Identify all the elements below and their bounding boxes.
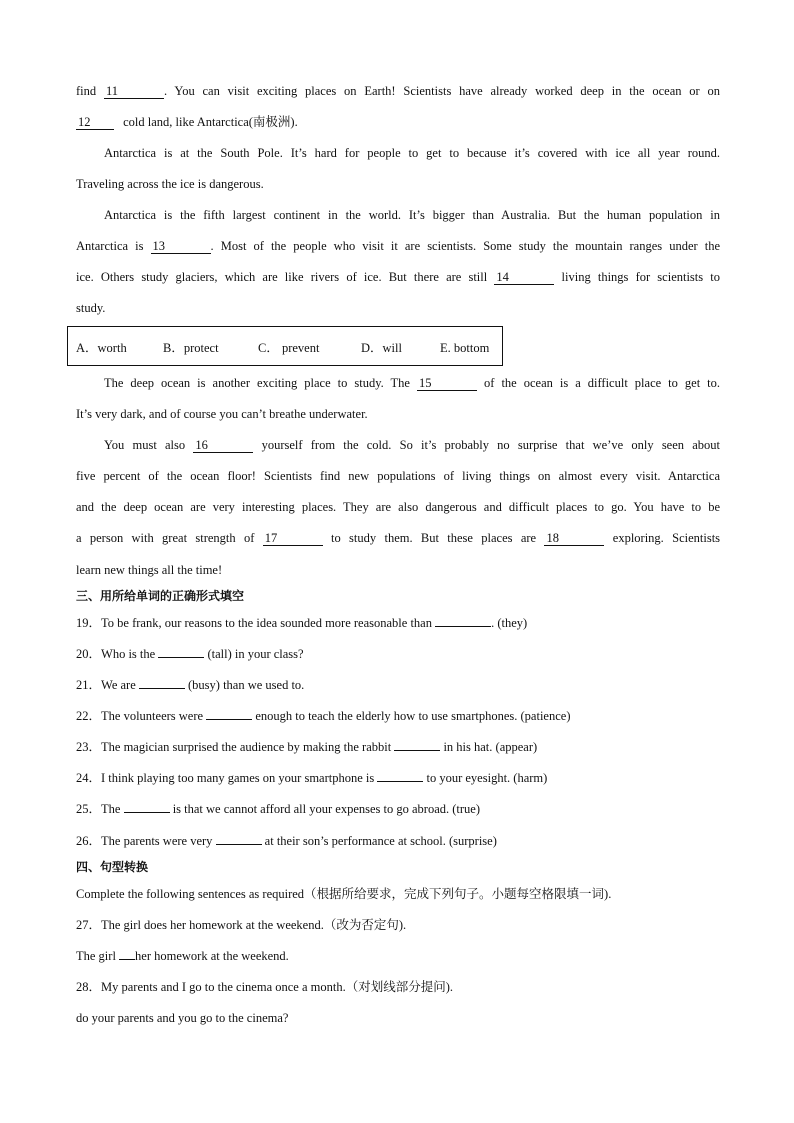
blank-15[interactable]: 15	[417, 376, 477, 391]
question-hint: (tall) in your class?	[207, 647, 304, 661]
passage-text: living things for scientists to	[561, 270, 721, 284]
answer-blank-27[interactable]	[119, 959, 135, 960]
question-number: 26．	[76, 834, 102, 848]
passage-text: The deep ocean is another exciting place to study. The	[104, 376, 410, 390]
question-27: 27．The girl does her homework at the weekend.（改为否定句).	[76, 918, 407, 932]
options-box	[67, 326, 503, 366]
blank-12[interactable]: 12	[76, 115, 114, 130]
question-24	[76, 769, 720, 787]
question-text: Who is the	[101, 647, 156, 661]
blank-17[interactable]: 17	[263, 531, 323, 546]
passage-text: You must also	[104, 438, 186, 452]
section-4-instruction: Complete the following sentences as required（根据所给要求，完成下列句子。小题每空格限填一词).	[76, 887, 612, 901]
question-number: 21．	[76, 678, 102, 692]
passage-text: exploring. Scientists	[612, 531, 721, 545]
passage-line-13: and the deep ocean are very interesting places. They are also dangerous and difficult places to go. You have to be	[76, 500, 720, 514]
answer-blank-20[interactable]	[158, 657, 204, 658]
question-text: To be frank, our reasons to the idea sounded more reasonable than	[101, 616, 432, 630]
question-hint: at their son’s performance at school. (surprise)	[264, 834, 497, 848]
question-number: 23．	[76, 740, 102, 754]
passage-line-9	[104, 374, 720, 392]
option-c: C． prevent	[258, 341, 320, 355]
passage-text: yourself from the cold. So it’s probably no surprise that we’ve only seen about	[261, 438, 721, 452]
question-19	[76, 614, 720, 632]
answer-blank-22[interactable]	[206, 719, 252, 720]
blank-13[interactable]: 13	[151, 239, 211, 254]
passage-text: Antarctica is	[76, 239, 144, 253]
passage-line-4: Traveling across the ice is dangerous.	[76, 177, 264, 191]
passage-text: find	[76, 84, 97, 98]
passage-text: . Most of the people who visit it are scientists. Some study the mountain ranges under the	[210, 239, 720, 253]
blank-14[interactable]: 14	[494, 270, 554, 285]
passage-line-11	[104, 436, 720, 454]
answer-blank-24[interactable]	[377, 781, 423, 782]
answer-blank-19[interactable]	[435, 626, 491, 627]
passage-text: a person with great strength of	[76, 531, 255, 545]
question-text: I think playing too many games on your smartphone is	[101, 771, 375, 785]
question-hint: in his hat. (appear)	[443, 740, 538, 754]
section-4-heading: 四、句型转换	[76, 860, 149, 874]
option-a: A．worth	[76, 341, 127, 355]
passage-line-5: Antarctica is the fifth largest continent in the world. It’s bigger than Australia. But the human population in	[104, 208, 720, 222]
passage-text: ice. Others study glaciers, which are like rivers of ice. But there are still	[76, 270, 488, 284]
answer-text: The girl	[76, 949, 116, 963]
answer-blank-21[interactable]	[139, 688, 185, 689]
question-25	[76, 800, 720, 818]
question-text: We are	[101, 678, 136, 692]
passage-line-3: Antarctica is at the South Pole. It’s hard for people to get to because it’s covered with ice all year round.	[104, 146, 720, 160]
option-e: E. bottom	[440, 341, 490, 355]
question-21	[76, 676, 720, 694]
question-26	[76, 832, 720, 850]
blank-18[interactable]: 18	[544, 531, 604, 546]
answer-28: do your parents and you go to the cinema?	[76, 1011, 289, 1025]
question-23	[76, 738, 720, 756]
answer-blank-26[interactable]	[216, 844, 262, 845]
option-d: D．will	[361, 341, 402, 355]
passage-line-6	[76, 237, 720, 255]
option-b: B．protect	[163, 341, 219, 355]
question-text: The parents were very	[101, 834, 213, 848]
passage-line-8: study.	[76, 301, 106, 315]
passage-text: to study them. But these places are	[331, 531, 537, 545]
answer-blank-23[interactable]	[394, 750, 440, 751]
passage-text: cold land, like Antarctica(南极洲).	[123, 115, 298, 129]
question-28: 28．My parents and I go to the cinema once a month.（对划线部分提问).	[76, 980, 454, 994]
passage-line-15: learn new things all the time!	[76, 563, 223, 577]
answer-text: her homework at the weekend.	[135, 949, 289, 963]
question-20	[76, 645, 720, 663]
passage-line-12: five percent of the ocean floor! Scientists find new populations of living things on almost every visit. Antarctica	[76, 469, 720, 483]
question-hint: enough to teach the elderly how to use smartphones. (patience)	[255, 709, 571, 723]
passage-line-7	[76, 268, 720, 286]
question-text: The	[101, 802, 121, 816]
section-3-heading: 三、用所给单词的正确形式填空	[76, 589, 245, 603]
question-hint: (busy) than we used to.	[188, 678, 305, 692]
question-number: 20．	[76, 647, 102, 661]
question-22	[76, 707, 720, 725]
passage-line-2	[76, 113, 720, 131]
question-number: 25．	[76, 802, 102, 816]
question-number: 24．	[76, 771, 102, 785]
passage-line-1	[76, 82, 720, 100]
question-hint: . (they)	[491, 616, 528, 630]
question-text: The volunteers were	[101, 709, 204, 723]
passage-text: . You can visit exciting places on Earth! Scientists have already worked deep in the ocean or on	[163, 84, 721, 98]
question-text: The magician surprised the audience by making the rabbit	[101, 740, 392, 754]
question-hint: is that we cannot afford all your expenses to go abroad. (true)	[172, 802, 481, 816]
question-hint: to your eyesight. (harm)	[426, 771, 548, 785]
question-number: 22．	[76, 709, 102, 723]
blank-16[interactable]: 16	[193, 438, 253, 453]
passage-text: of the ocean is a difficult place to get to.	[484, 376, 721, 390]
passage-line-14	[76, 529, 720, 547]
question-number: 19．	[76, 616, 102, 630]
passage-line-10: It’s very dark, and of course you can’t breathe underwater.	[76, 407, 368, 421]
answer-27	[76, 947, 720, 965]
blank-11[interactable]: 11	[104, 84, 164, 99]
answer-blank-25[interactable]	[124, 812, 170, 813]
